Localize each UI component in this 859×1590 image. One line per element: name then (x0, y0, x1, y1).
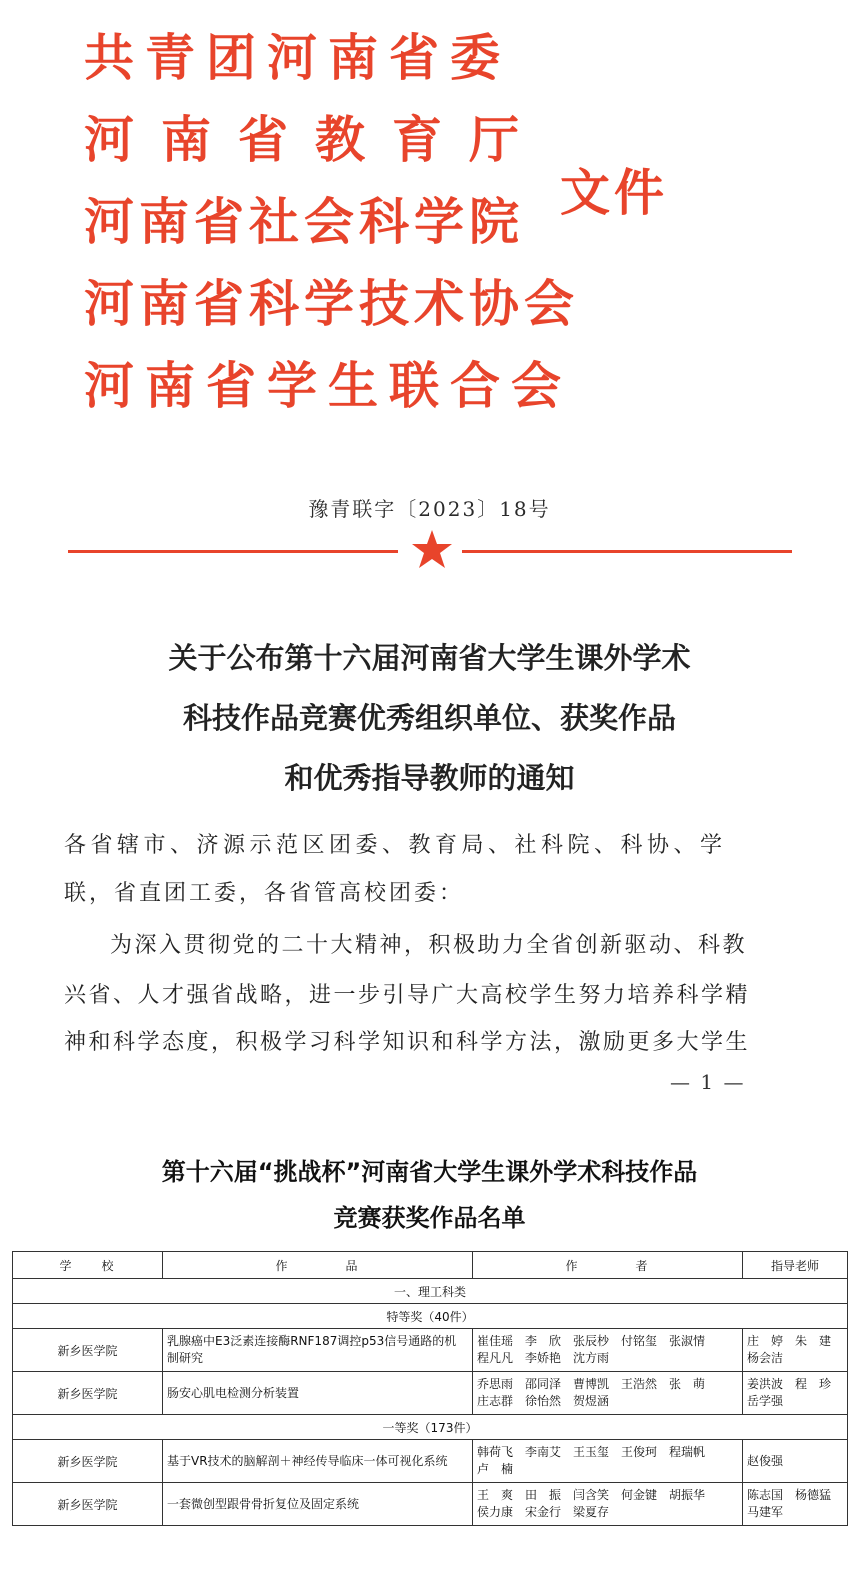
school-cell: 新乡医学院 (13, 1440, 163, 1483)
teachers-cell: 庄 婷 朱 建 杨会洁 (743, 1329, 848, 1372)
work-cell: 乳腺癌中E3泛素连接酶RNF187调控p53信号通路的机制研究 (163, 1329, 473, 1372)
table-row (13, 1483, 848, 1526)
table-header-row (13, 1252, 848, 1279)
teachers-cell: 姜洪波 程 珍 岳学强 (743, 1372, 848, 1415)
award-level-label: 特等奖（40件） (13, 1304, 848, 1329)
table-row (13, 1329, 848, 1372)
doc-type: 文件 (560, 164, 668, 222)
table-row (13, 1440, 848, 1483)
work-cell: 一套微创型跟骨骨折复位及固定系统 (163, 1483, 473, 1526)
body-line: 为深入贯彻党的二十大精神，积极助力全省创新驱动、科教 (110, 933, 748, 958)
authors-cell: 崔佳瑶 李 欣 张辰杪 付铭玺 张淑情 程凡凡 李娇艳 沈方雨 (473, 1329, 743, 1372)
column-header: 作 者 (473, 1252, 743, 1279)
notice-title-line: 和优秀指导教师的通知 (284, 761, 575, 795)
table-row (13, 1372, 848, 1415)
addressee-line: 各省辖市、济源示范区团委、教育局、社科院、科协、学 (64, 833, 727, 858)
issuer-name: 河南省学生联合会 (84, 357, 572, 415)
red-divider-right (462, 550, 792, 553)
column-header: 作 品 (163, 1252, 473, 1279)
column-header: 学 校 (13, 1252, 163, 1279)
work-cell: 基于VR技术的脑解剖＋神经传导临床一体可视化系统 (163, 1440, 473, 1483)
school-cell: 新乡医学院 (13, 1372, 163, 1415)
school-cell: 新乡医学院 (13, 1329, 163, 1372)
authors-cell: 韩荷飞 李南艾 王玉玺 王俊珂 程瑞帆 卢 楠 (473, 1440, 743, 1483)
award-list-title-line: 竞赛获奖作品名单 (333, 1204, 526, 1232)
issuer-name: 河南省社会科学院 (84, 193, 524, 251)
issuer-name: 共青团河南省委 (84, 29, 511, 87)
red-star-icon (410, 528, 454, 572)
award-level-row (13, 1415, 848, 1440)
category-label: 一、理工科类 (13, 1279, 848, 1304)
red-divider-left (68, 550, 398, 553)
school-cell: 新乡医学院 (13, 1483, 163, 1526)
issuer-name: 河南省科学技术协会 (84, 275, 579, 333)
authors-cell: 王 爽 田 振 闫含笑 何金键 胡振华 侯力康 宋金行 梁夏存 (473, 1483, 743, 1526)
award-table (12, 1251, 848, 1526)
body-line: 神和科学态度，积极学习科学知识和科学方法，激励更多大学生 (64, 1030, 751, 1055)
award-list-title-line: 第十六届“挑战杯”河南省大学生课外学术科技作品 (161, 1158, 698, 1186)
issuer-block (84, 28, 804, 418)
notice-title-line: 关于公布第十六届河南省大学生课外学术 (168, 641, 691, 675)
authors-cell: 乔思雨 邵同泽 曹博凯 王浩然 张 萌 庄志群 徐怡然 贺煜涵 (473, 1372, 743, 1415)
doc-number: 豫青联字〔2023〕18号 (308, 497, 551, 521)
issuer-name: 河南省教育厅 (84, 111, 546, 169)
addressee-line: 联，省直团工委，各省管高校团委： (64, 881, 465, 906)
column-header: 指导老师 (743, 1252, 848, 1279)
body-line: 兴省、人才强省战略，进一步引导广大高校学生努力培养科学精 (64, 983, 751, 1008)
notice-title-line: 科技作品竞赛优秀组织单位、获奖作品 (182, 701, 676, 735)
teachers-cell: 赵俊强 (743, 1440, 848, 1483)
award-level-row (13, 1304, 848, 1329)
work-cell: 肠安心肌电检测分析装置 (163, 1372, 473, 1415)
teachers-cell: 陈志国 杨德猛 马建军 (743, 1483, 848, 1526)
page-number: — 1 — (670, 1070, 746, 1094)
category-row (13, 1279, 848, 1304)
award-level-label: 一等奖（173件） (13, 1415, 848, 1440)
